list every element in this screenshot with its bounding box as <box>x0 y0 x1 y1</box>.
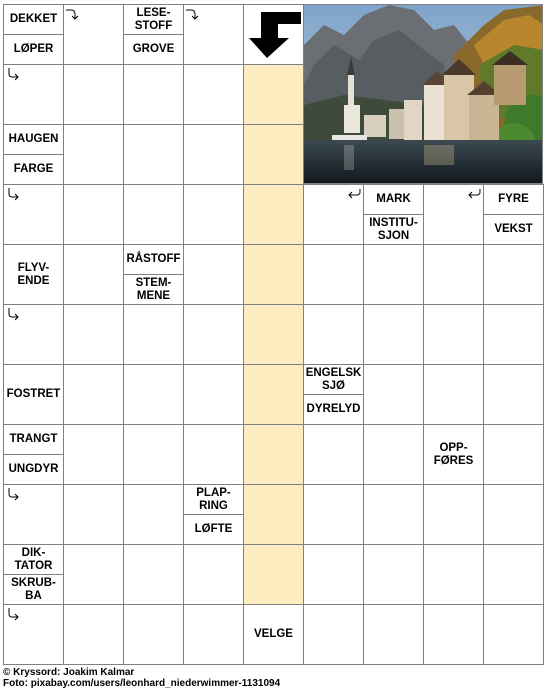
grid-cell[interactable] <box>363 304 424 365</box>
grid-cell[interactable] <box>183 604 244 665</box>
grid-cell[interactable] <box>423 364 484 425</box>
clue-r6c5-bottom: DYRELYD <box>306 403 361 415</box>
grid-cell[interactable] <box>123 604 184 665</box>
curved-arrow-icon <box>6 67 20 81</box>
clue-r2c0-bottom: FARGE <box>13 163 54 175</box>
grid-cell[interactable] <box>483 244 544 305</box>
solution-cell[interactable] <box>243 244 304 305</box>
solution-cell[interactable] <box>243 304 304 365</box>
clue-r3c6-bottom: INSTITU- SJON <box>369 216 418 242</box>
grid-cell[interactable] <box>363 604 424 665</box>
grid-cell[interactable] <box>63 304 124 365</box>
credits <box>3 667 280 689</box>
grid-cell[interactable] <box>123 64 184 125</box>
grid-cell[interactable] <box>483 424 544 485</box>
grid-cell[interactable] <box>483 364 544 425</box>
grid-cell[interactable] <box>183 424 244 485</box>
clue-r7c7: OPP- FØRES <box>433 441 474 467</box>
puzzle-photo <box>303 4 543 184</box>
grid-cell[interactable] <box>123 424 184 485</box>
clue-r8c3-bottom: LØFTE <box>194 523 233 535</box>
clue-r4c2-top: RÅSTOFF <box>126 253 181 265</box>
photo-credit: Foto: pixabay.com/users/leonhard_niederwimmer-1131094 <box>3 678 281 689</box>
clue-r7c0-top: TRANGT <box>9 433 58 445</box>
grid-cell[interactable] <box>123 184 184 245</box>
grid-cell[interactable] <box>363 244 424 305</box>
grid-cell[interactable] <box>183 244 244 305</box>
clue-r3c8-bottom: VEKST <box>494 223 533 235</box>
curved-arrow-icon <box>6 607 20 621</box>
clue-r0c2-bottom: GROVE <box>132 43 175 55</box>
grid-cell[interactable] <box>303 544 364 605</box>
grid-cell[interactable] <box>303 244 364 305</box>
grid-cell[interactable] <box>363 364 424 425</box>
grid-cell[interactable] <box>183 364 244 425</box>
solution-cell[interactable] <box>243 364 304 425</box>
curved-arrow-icon <box>65 7 79 21</box>
clue-r0c0-bottom: LØPER <box>13 43 54 55</box>
grid-cell[interactable] <box>63 244 124 305</box>
thick-down-left-arrow-icon <box>245 12 303 60</box>
solution-cell[interactable] <box>243 484 304 545</box>
grid-cell[interactable] <box>63 424 124 485</box>
grid-cell[interactable] <box>63 184 124 245</box>
grid-cell[interactable] <box>63 484 124 545</box>
grid-cell[interactable] <box>483 304 544 365</box>
grid-cell[interactable] <box>123 544 184 605</box>
grid-cell[interactable] <box>483 544 544 605</box>
grid-cell[interactable] <box>423 304 484 365</box>
grid-cell[interactable] <box>303 424 364 485</box>
grid-cell[interactable] <box>123 364 184 425</box>
grid-cell[interactable] <box>123 484 184 545</box>
solution-cell[interactable] <box>243 124 304 185</box>
grid-cell[interactable] <box>183 304 244 365</box>
grid-cell[interactable] <box>63 64 124 125</box>
grid-cell[interactable] <box>183 184 244 245</box>
grid-cell[interactable] <box>183 64 244 125</box>
author-credit: © Kryssord: Joakim Kalmar <box>3 667 135 678</box>
lakeside-village-image <box>304 5 543 184</box>
clue-r3c8-top: FYRE <box>498 193 529 205</box>
solution-cell[interactable] <box>243 64 304 125</box>
grid-cell[interactable] <box>483 604 544 665</box>
clue-r10c4: VELGE <box>254 628 293 640</box>
crossword-grid <box>3 4 543 664</box>
solution-cell[interactable] <box>243 184 304 245</box>
solution-cell[interactable] <box>243 544 304 605</box>
curved-arrow-icon <box>185 7 199 21</box>
grid-cell[interactable] <box>303 484 364 545</box>
grid-cell[interactable] <box>63 544 124 605</box>
grid-cell[interactable] <box>123 304 184 365</box>
clue-r7c0-bottom: UNGDYR <box>8 463 59 475</box>
grid-cell[interactable] <box>303 604 364 665</box>
grid-cell[interactable] <box>63 124 124 185</box>
grid-cell[interactable] <box>183 124 244 185</box>
clue-r3c6-top: MARK <box>376 193 411 205</box>
clue-r9c0-top: DIK- TATOR <box>14 546 53 572</box>
grid-cell[interactable] <box>363 484 424 545</box>
curved-arrow-icon <box>347 187 361 201</box>
grid-cell[interactable] <box>363 544 424 605</box>
curved-arrow-icon <box>6 187 20 201</box>
clue-r4c0: FLYV- ENDE <box>17 261 50 287</box>
solution-cell[interactable] <box>243 424 304 485</box>
grid-cell[interactable] <box>63 364 124 425</box>
clue-r9c0-bottom: SKRUB- BA <box>11 576 56 602</box>
curved-arrow-icon <box>6 487 20 501</box>
grid-cell[interactable] <box>183 544 244 605</box>
grid-cell[interactable] <box>63 604 124 665</box>
clue-r6c5-top: ENGELSK SJØ <box>305 366 362 392</box>
curved-arrow-icon <box>467 187 481 201</box>
grid-cell[interactable] <box>423 244 484 305</box>
grid-cell[interactable] <box>303 304 364 365</box>
grid-cell[interactable] <box>423 484 484 545</box>
grid-cell[interactable] <box>423 604 484 665</box>
curved-arrow-icon <box>6 307 20 321</box>
grid-cell[interactable] <box>123 124 184 185</box>
clue-r8c3-top: PLAP- RING <box>196 486 231 512</box>
clue-r0c0-top: DEKKET <box>9 13 58 25</box>
clue-r6c0: FOSTRET <box>6 388 61 400</box>
clue-r0c2-top: LESE- STOFF <box>134 6 173 32</box>
grid-cell[interactable] <box>423 544 484 605</box>
clue-r2c0-top: HAUGEN <box>8 133 59 145</box>
grid-cell[interactable] <box>363 424 424 485</box>
clue-r4c2-bottom: STEM- MENE <box>135 276 172 302</box>
grid-cell[interactable] <box>483 484 544 545</box>
